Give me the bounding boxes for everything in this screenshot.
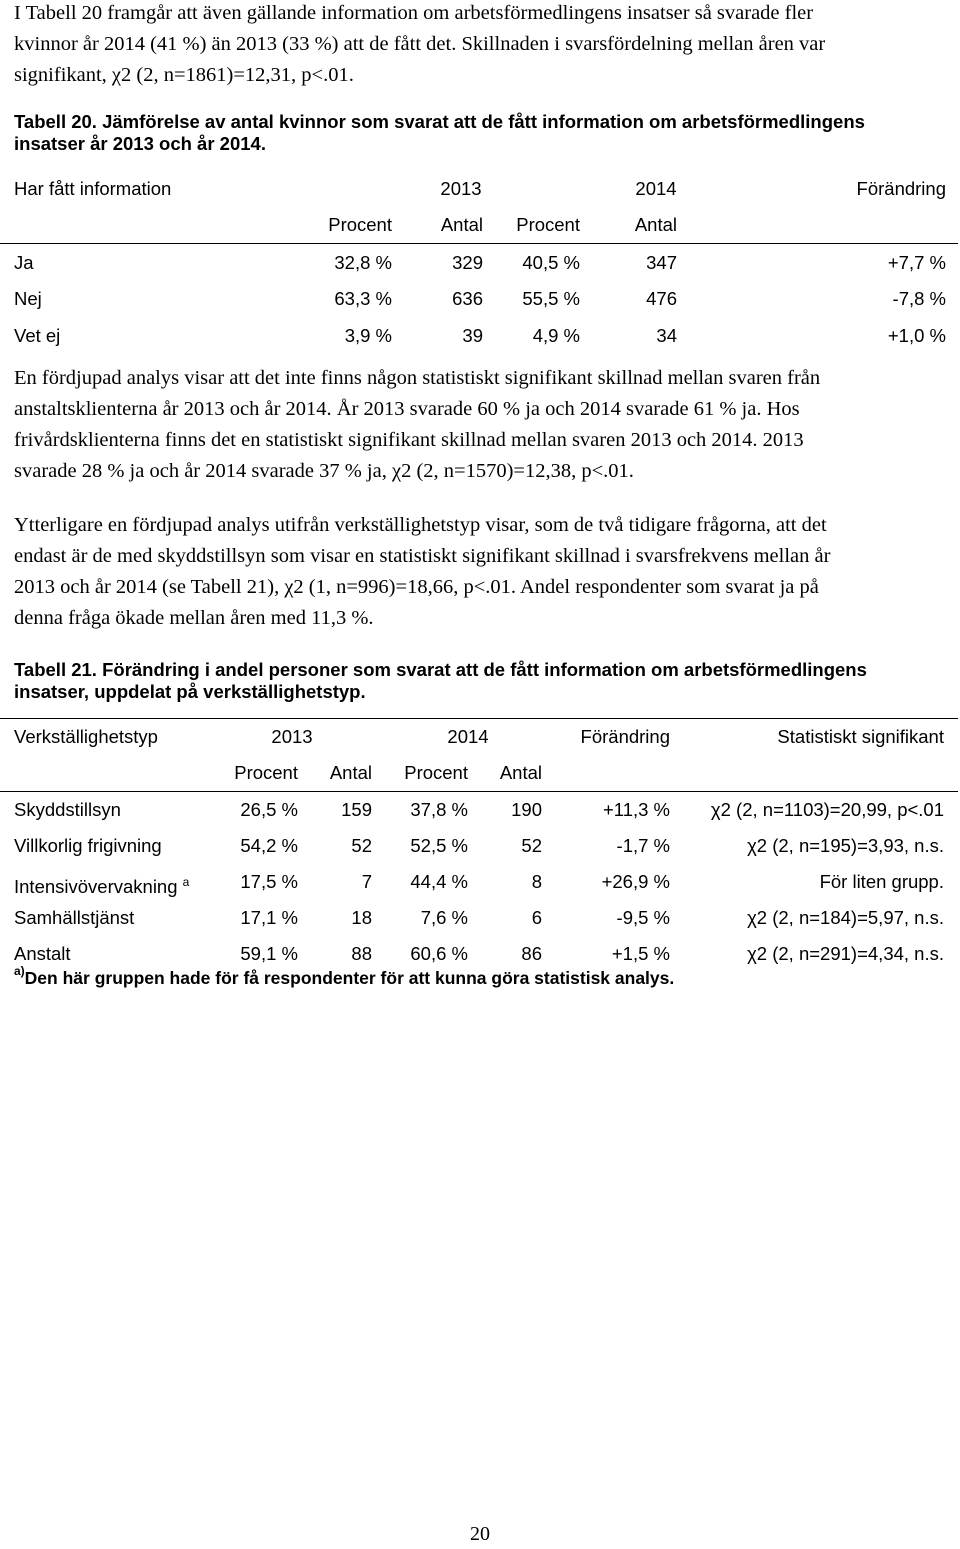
cell-procent-2013: 3,9 %: [344, 325, 392, 346]
table21-caption-text: Förändring i andel personer som svarat att de fått information om arbetsförmedlingens: [96, 659, 867, 680]
table20-sub-antal-2013: Antal: [440, 214, 483, 235]
table21-header-2013: 2013: [271, 726, 313, 747]
cell-significance: χ2 (2, n=291)=4,34, n.s.: [747, 943, 944, 964]
table20-caption-label: Tabell 20.: [14, 111, 97, 132]
text-line: signifikant, χ2 (2, n=1861)=12,31, p<.01.: [14, 64, 354, 86]
table21-caption: [14, 659, 949, 703]
text-line: kvinnor år 2014 (41 %) än 2013 (33 %) att de fått det. Skillnaden i svarsfördelning mellan åren var: [14, 33, 826, 55]
page-number: 20: [470, 1523, 490, 1545]
footnote-marker: a: [182, 875, 190, 889]
table21-header-significance: Statistiskt signifikant: [777, 726, 944, 747]
cell-procent-2013: 32,8 %: [334, 252, 392, 273]
table21-sub-procent-2014: Procent: [404, 762, 468, 783]
table21-sub-procent-2013: Procent: [234, 762, 298, 783]
intro-paragraph: [14, 0, 946, 91]
cell-antal-2013: 7: [361, 871, 372, 892]
cell-antal-2014: 52: [521, 835, 542, 856]
text-line: Ytterligare en fördjupad analys utifrån verkställighetstyp visar, som de två tidigare frågorna, att det: [14, 514, 827, 536]
cell-antal-2013: 88: [351, 943, 372, 964]
table20-caption-text-2: insatser år 2013 och år 2014.: [14, 133, 266, 154]
table20-header-2014: 2014: [635, 178, 677, 199]
footnote-mark: a): [14, 964, 25, 978]
cell-change: +11,3 %: [602, 799, 670, 820]
cell-procent-2014: 40,5 %: [522, 252, 580, 273]
table20-subheader-row: [0, 207, 960, 243]
cell-change: +26,9 %: [601, 871, 670, 892]
table20-caption: [14, 111, 949, 155]
table-row: [0, 318, 960, 354]
analysis-paragraph-2: [14, 510, 946, 634]
cell-significance: χ2 (2, n=1103)=20,99, p<.01: [710, 799, 944, 820]
analysis-paragraph-1: [14, 363, 946, 487]
table20-header-2013: 2013: [440, 178, 482, 199]
table-row: [0, 828, 960, 864]
row-label-text: Intensivövervakning: [14, 876, 178, 898]
table-row: [0, 864, 960, 900]
cell-procent-2013: 54,2 %: [240, 835, 298, 856]
text-line: frivårdsklienterna finns det en statistiskt signifikant skillnad mellan svaren 2013 och 2014. 2013: [14, 429, 804, 451]
cell-procent-2014: 60,6 %: [410, 943, 468, 964]
cell-procent-2014: 55,5 %: [522, 288, 580, 309]
cell-procent-2013: 26,5 %: [240, 799, 298, 820]
cell-procent-2013: 63,3 %: [334, 288, 392, 309]
cell-antal-2014: 8: [531, 871, 542, 892]
cell-change: -7,8 %: [892, 288, 946, 309]
table20-sub-procent-2014: Procent: [516, 214, 580, 235]
row-label: Nej: [14, 288, 42, 309]
cell-antal-2014: 6: [531, 907, 542, 928]
cell-antal-2013: 159: [341, 799, 372, 820]
footnote-text: Den här gruppen hade för få respondenter för att kunna göra statistisk analys.: [24, 967, 675, 988]
cell-antal-2013: 636: [452, 288, 483, 309]
row-label: Samhällstjänst: [14, 907, 135, 928]
table21-header-change: Förändring: [580, 726, 670, 747]
table-row: [0, 281, 960, 317]
cell-procent-2013: 17,5 %: [240, 871, 298, 892]
cell-antal-2013: 52: [351, 835, 372, 856]
cell-procent-2014: 4,9 %: [532, 325, 580, 346]
cell-procent-2014: 44,4 %: [410, 871, 468, 892]
table21-footnote: [14, 966, 674, 989]
cell-procent-2013: 17,1 %: [240, 907, 298, 928]
cell-antal-2014: 476: [646, 288, 677, 309]
cell-procent-2014: 7,6 %: [420, 907, 468, 928]
table20-caption-text: Jämförelse av antal kvinnor som svarat att de fått information om arbetsförmedlingens: [96, 111, 865, 132]
table21-caption-label: Tabell 21.: [14, 659, 97, 680]
cell-procent-2014: 52,5 %: [410, 835, 468, 856]
text-line: I Tabell 20 framgår att även gällande information om arbetsförmedlingens insatser så svarade fler: [14, 2, 814, 24]
table21-header-row: [0, 719, 960, 755]
row-label: Vet ej: [14, 325, 61, 346]
row-label: Villkorlig frigivning: [14, 835, 162, 856]
table20-header-change: Förändring: [856, 178, 946, 199]
text-line: endast är de med skyddstillsyn som visar en statistiskt signifikant skillnad i svarsfrekvens mellan år: [14, 545, 831, 567]
row-label: Anstalt: [14, 943, 71, 964]
table-row: [0, 792, 960, 828]
row-label: [14, 864, 189, 900]
table21-sub-antal-2013: Antal: [329, 762, 372, 783]
table21-header-2014: 2014: [447, 726, 489, 747]
table21-subheader-row: [0, 755, 960, 791]
cell-antal-2013: 329: [452, 252, 483, 273]
text-line: 2013 och år 2014 (se Tabell 21), χ2 (1, n=996)=18,66, p<.01. Andel respondenter som svarat ja på: [14, 576, 819, 598]
cell-procent-2014: 37,8 %: [410, 799, 468, 820]
table20-sub-antal-2014: Antal: [634, 214, 677, 235]
cell-procent-2013: 59,1 %: [240, 943, 298, 964]
cell-antal-2013: 18: [351, 907, 372, 928]
cell-change: -9,5 %: [616, 907, 670, 928]
text-line: anstaltsklienterna år 2013 och år 2014. År 2013 svarade 60 % ja och 2014 svarade 61 % ja. Hos: [14, 398, 800, 420]
cell-change: +1,5 %: [611, 943, 670, 964]
row-label: Ja: [14, 252, 34, 273]
text-line: En fördjupad analys visar att det inte finns någon statistiskt signifikant skillnad mellan svaren från: [14, 367, 821, 389]
cell-antal-2013: 39: [462, 325, 483, 346]
table21-sub-antal-2014: Antal: [499, 762, 542, 783]
cell-change: -1,7 %: [616, 835, 670, 856]
text-line: svarade 28 % ja och år 2014 svarade 37 % ja, χ2 (2, n=1570)=12,38, p<.01.: [14, 460, 634, 482]
table21-caption-text-2: insatser, uppdelat på verkställighetstyp.: [14, 681, 366, 702]
cell-antal-2014: 347: [646, 252, 677, 273]
table-row: [0, 245, 960, 281]
table-row: [0, 900, 960, 936]
row-label: Skyddstillsyn: [14, 799, 121, 820]
cell-antal-2014: 34: [656, 325, 677, 346]
table20-header-col0: Har fått information: [14, 178, 172, 199]
table20-sub-procent-2013: Procent: [328, 214, 392, 235]
table21-header-col0: Verkställighetstyp: [14, 726, 158, 747]
table20-header-row: [0, 171, 960, 207]
cell-significance: För liten grupp.: [819, 871, 944, 892]
cell-change: +7,7 %: [887, 252, 946, 273]
cell-significance: χ2 (2, n=195)=3,93, n.s.: [747, 835, 944, 856]
text-line: denna fråga ökade mellan åren med 11,3 %.: [14, 607, 374, 629]
cell-antal-2014: 86: [521, 943, 542, 964]
cell-change: +1,0 %: [887, 325, 946, 346]
table20-header-rule: [0, 243, 958, 244]
cell-significance: χ2 (2, n=184)=5,97, n.s.: [747, 907, 944, 928]
cell-antal-2014: 190: [511, 799, 542, 820]
